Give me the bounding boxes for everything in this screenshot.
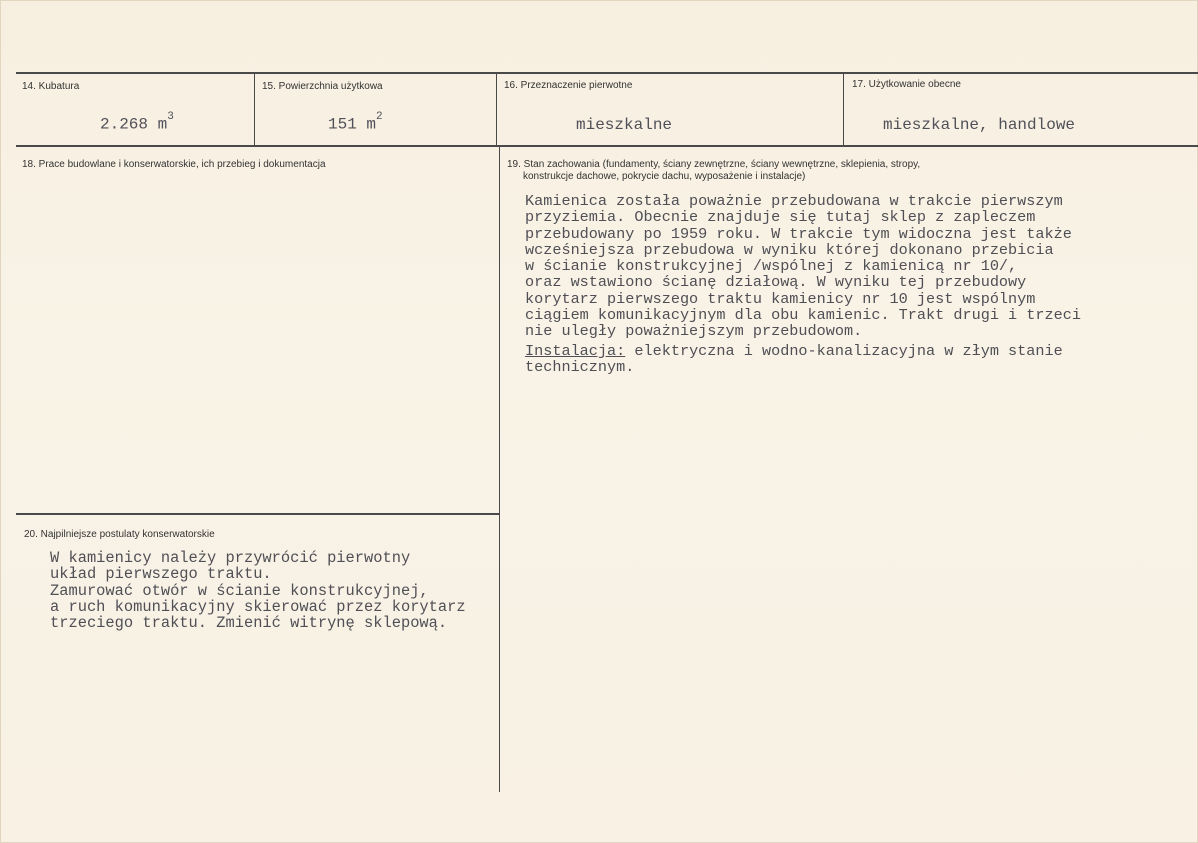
row1-divider-2 xyxy=(496,73,497,146)
field14-value: 2.268 $m^3$ xyxy=(100,111,174,134)
field15-value: 151 $m^2$ xyxy=(328,111,383,134)
row1-divider-3 xyxy=(843,73,844,146)
main-column-divider xyxy=(499,146,500,792)
installation-label: Instalacja: xyxy=(525,342,626,360)
top-rule xyxy=(16,72,1198,74)
field20-label: 20. Najpilniejsze postulaty konserwatorskie xyxy=(24,529,215,540)
field17-label: 17. Użytkowanie obecne xyxy=(852,79,961,90)
row1-bottom-rule xyxy=(16,145,1198,147)
field17-value: mieszkalne, handlowe xyxy=(883,116,1076,134)
installation-text: elektryczna i wodno-kanalizacyjna w złym stanie technicznym. xyxy=(525,342,1063,377)
field19-text: Kamienica została poważnie przebudowana w trakcie pierwszym przyziemia. Obecnie znajduje się tutaj sklep z zapleczem przebudowany po 1959 roku. W trakcie tym widoczna jest także wcześniejsza przebudowa w wyniku której dokonano przebicia w ścianie konstrukcyjnej /wspólnej z kamienicą nr 10/, oraz wstawiono ścianę działową. W wyniku tej przebudowy korytarz pierwszego traktu kamienicy nr 10 jest wspólnym ciągiem komunikacyjnym dla obu kamienic. Trakt drugi i trzeci nie uległy poważniejszym przebudowom. xyxy=(525,192,1081,341)
row1-divider-1 xyxy=(254,73,255,146)
field16-label: 16. Przeznaczenie pierwotne xyxy=(504,80,633,91)
field16-value: mieszkalne xyxy=(576,116,673,134)
field19-label-line1: 19. Stan zachowania (fundamenty, ściany zewnętrzne, ściany wewnętrzne, sklepienia, stropy, xyxy=(507,159,921,170)
field18-label: 18. Prace budowlane i konserwatorskie, ich przebieg i dokumentacja xyxy=(22,159,326,170)
field19-label-line2: konstrukcje dachowe, pokrycie dachu, wyposażenie i instalacje) xyxy=(523,171,806,182)
field14-exponent: 3 xyxy=(167,111,174,123)
field15-exponent: 2 xyxy=(376,111,383,123)
field20-top-rule xyxy=(16,513,500,515)
field15-label: 15. Powierzchnia użytkowa xyxy=(262,81,383,92)
field19-installation xyxy=(525,343,1063,376)
field20-text: W kamienicy należy przywrócić pierwotny układ pierwszego traktu. Zamurować otwór w ścianie konstrukcyjnej, a ruch komunikacyjny skierować przez korytarz trzeciego traktu. Zmienić witrynę sklepową. xyxy=(50,549,466,633)
field14-label: 14. Kubatura xyxy=(22,81,80,92)
